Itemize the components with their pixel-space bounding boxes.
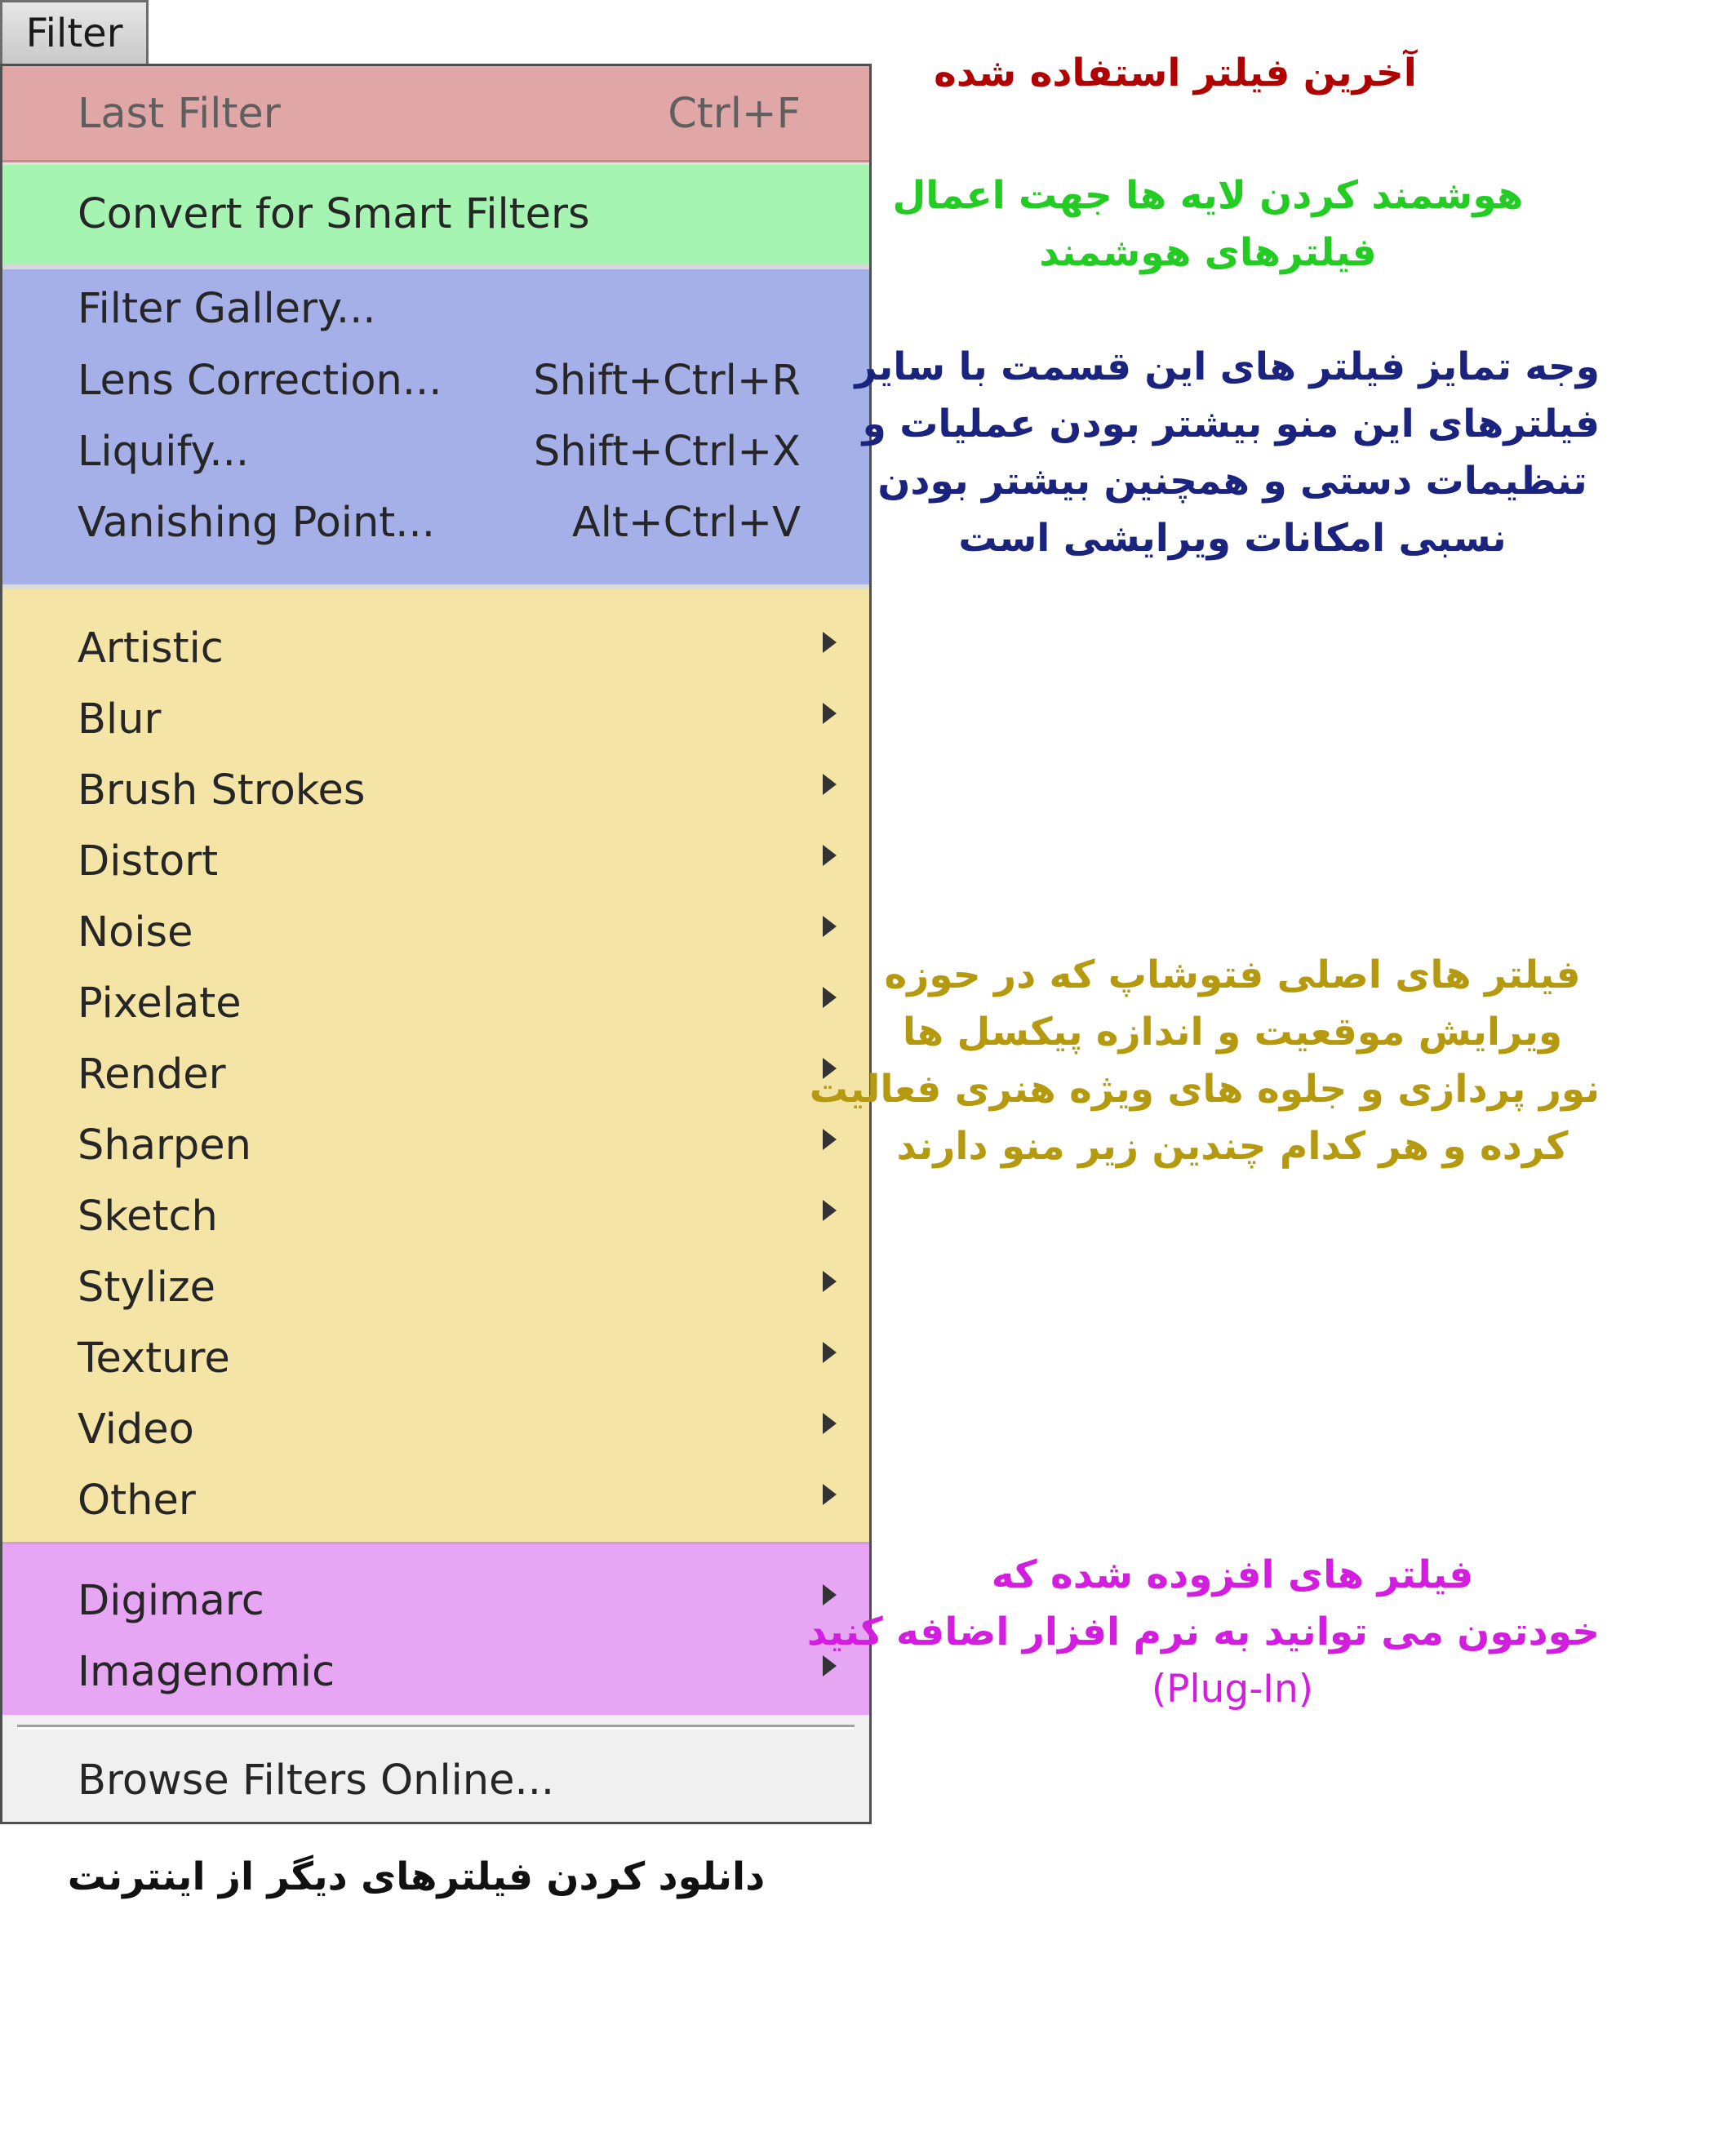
menu-item-blur[interactable]	[78, 686, 801, 752]
annotation-line: ویرایش موقعیت و اندازه پیکسل ها	[902, 1010, 1563, 1055]
submenu-arrow-icon	[823, 1484, 837, 1505]
section-browse-online	[2, 1715, 869, 1822]
menu-item-render[interactable]	[78, 1041, 801, 1107]
submenu-arrow-icon	[823, 1584, 837, 1605]
menu-item-digimarc[interactable]	[78, 1568, 801, 1633]
menu-item-liquify[interactable]	[78, 419, 801, 484]
annotation-line: وجه تمایز فیلتر های این قسمت با سایر	[855, 344, 1600, 389]
menu-item-label: Artistic	[78, 624, 224, 673]
submenu-arrow-icon	[823, 916, 837, 937]
menu-item-texture[interactable]	[78, 1326, 801, 1391]
menu-item-label: Last Filter	[78, 89, 281, 138]
menu-item-pixelate[interactable]	[78, 970, 801, 1036]
menu-item-sharpen[interactable]	[78, 1112, 801, 1178]
section-smart-filters	[2, 162, 869, 267]
annotation-main-filters	[809, 947, 1600, 1175]
menu-item-label: Distort	[78, 837, 219, 886]
submenu-arrow-icon	[823, 774, 837, 795]
submenu-arrow-icon	[823, 1200, 837, 1221]
menu-item-shortcut: Shift+Ctrl+X	[533, 427, 801, 476]
section-special-filters	[2, 267, 869, 587]
filter-menu-dropdown	[0, 64, 872, 1824]
menu-item-distort[interactable]	[78, 828, 801, 894]
annotation-plugin-filters	[806, 1547, 1600, 1718]
menu-item-shortcut: Ctrl+F	[668, 89, 801, 138]
menu-item-label: Lens Correction...	[78, 356, 442, 405]
submenu-arrow-icon	[823, 703, 837, 724]
menu-item-brush-strokes[interactable]	[78, 757, 801, 823]
menu-item-label: Pixelate	[78, 979, 242, 1028]
annotation-line: نسبی امکانات ویرایشی است	[958, 516, 1507, 561]
annotation-browse-online	[49, 1849, 784, 1906]
menu-item-label: Render	[78, 1050, 226, 1099]
menu-item-label: Filter Gallery...	[78, 284, 376, 333]
annotation-line: خودتون می توانید به نرم افزار اضافه کنید	[806, 1610, 1600, 1654]
annotation-last-filter	[898, 45, 1453, 102]
menu-item-label: Sharpen	[78, 1121, 251, 1170]
menu-item-label: Video	[78, 1405, 194, 1454]
menu-separator	[17, 1725, 855, 1730]
submenu-arrow-icon	[823, 1271, 837, 1292]
menu-item-label: Stylize	[78, 1263, 216, 1312]
annotation-line: فیلترهای این منو بیشتر بودن عملیات و	[862, 402, 1600, 446]
menu-item-noise[interactable]	[78, 899, 801, 965]
menu-item-vanishing-point[interactable]	[78, 490, 801, 555]
menu-item-label: Blur	[78, 695, 162, 744]
annotation-line: فیلتر های افزوده شده که	[991, 1552, 1474, 1597]
menu-item-label: Browse Filters Online...	[78, 1756, 555, 1805]
menu-item-browse-filters-online[interactable]	[78, 1748, 801, 1813]
menu-item-label: Brush Strokes	[78, 766, 366, 815]
menu-item-other[interactable]	[78, 1468, 801, 1533]
menu-item-lens-correction[interactable]	[78, 348, 801, 413]
annotation-line: آخرین فیلتر استفاده شده	[934, 51, 1417, 95]
menu-item-imagenomic[interactable]	[78, 1639, 801, 1704]
submenu-arrow-icon	[823, 632, 837, 653]
menu-item-video[interactable]	[78, 1397, 801, 1462]
submenu-arrow-icon	[823, 1129, 837, 1150]
menu-item-sketch[interactable]	[78, 1184, 801, 1249]
annotation-line: (Plug-In)	[1151, 1667, 1314, 1712]
menu-item-label: Noise	[78, 908, 193, 957]
section-last-filter	[2, 66, 869, 162]
menu-item-artistic[interactable]	[78, 615, 801, 681]
menu-item-convert-smart-filters[interactable]	[78, 181, 801, 246]
menu-item-label: Vanishing Point...	[78, 498, 435, 547]
annotation-line: تنظیمات دستی و همچنین بیشتر بودن	[877, 459, 1587, 504]
section-main-filters	[2, 587, 869, 1542]
menu-item-label: Sketch	[78, 1192, 218, 1241]
menu-item-shortcut: Shift+Ctrl+R	[533, 356, 801, 405]
menu-item-stylize[interactable]	[78, 1255, 801, 1320]
submenu-arrow-icon	[823, 845, 837, 866]
annotation-line: نور پردازی و جلوه های ویژه هنری فعالیت	[809, 1067, 1600, 1112]
menu-item-label: Digimarc	[78, 1576, 264, 1625]
menu-item-filter-gallery[interactable]	[78, 276, 801, 341]
annotation-line: کرده و هر کدام چندین زیر منو دارند	[896, 1124, 1569, 1169]
section-plugin-filters	[2, 1542, 869, 1715]
menu-item-label: Convert for Smart Filters	[78, 189, 590, 238]
menu-item-label: Other	[78, 1476, 196, 1525]
menu-item-shortcut: Alt+Ctrl+V	[571, 498, 801, 547]
menu-item-last-filter[interactable]	[78, 81, 801, 146]
submenu-arrow-icon	[823, 1413, 837, 1434]
filter-menu-tab[interactable]: Filter	[0, 0, 149, 64]
submenu-arrow-icon	[823, 1342, 837, 1363]
annotation-line: هوشمند کردن لایه ها جهت اعمال	[892, 173, 1524, 218]
menu-item-label: Liquify...	[78, 427, 250, 476]
menu-item-label: Texture	[78, 1334, 230, 1383]
annotation-line: فیلترهای هوشمند	[1039, 230, 1377, 275]
menu-item-label: Imagenomic	[78, 1647, 335, 1696]
submenu-arrow-icon	[823, 987, 837, 1008]
annotation-line: دانلود کردن فیلترهای دیگر از اینترنت	[67, 1854, 766, 1899]
annotation-line: فیلتر های اصلی فتوشاپ که در حوزه	[884, 953, 1581, 997]
annotation-special-filters	[855, 339, 1600, 567]
annotation-smart-filters	[881, 167, 1534, 282]
